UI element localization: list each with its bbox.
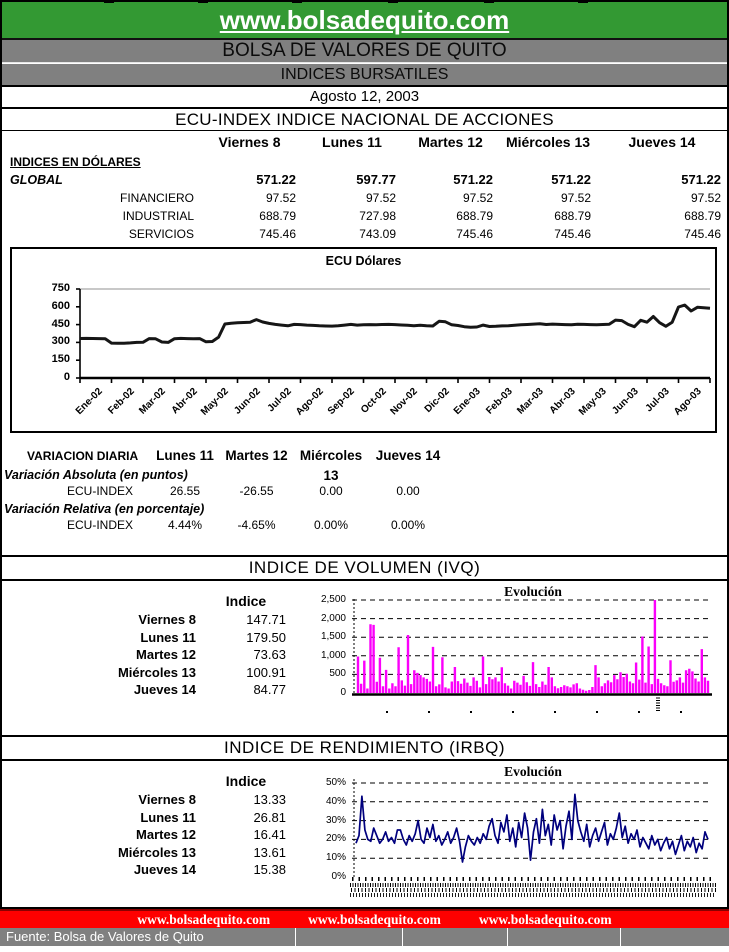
footer-links-bar — [0, 911, 729, 928]
abs-variation-label: Variación Absoluta (en puntos) — [4, 468, 188, 482]
evolution-title: Evolución — [504, 584, 562, 599]
top-tick — [198, 0, 208, 3]
table-row-abs: ECU-INDEX 26.55 -26.55 0.00 0.00 — [67, 484, 420, 498]
volumen-section-title: INDICE DE VOLUMEN (IVQ) — [248, 558, 481, 577]
table-row-financiero: FINANCIERO 97.52 97.52 97.52 97.52 97.52 — [119, 191, 721, 205]
divider — [2, 735, 727, 737]
report-date: Agosto 12, 2003 — [2, 87, 727, 109]
table-row: Lunes 11 179.50 — [140, 629, 286, 645]
table-row-servicios: SERVICIOS 745.46 743.09 745.46 745.46 745.46 — [128, 227, 721, 241]
volumen-x-ticks — [386, 711, 704, 713]
footer-link[interactable]: www.bolsadequito.com — [308, 912, 441, 927]
variacion-title: VARIACION DIARIA — [27, 449, 139, 463]
footer-link[interactable]: www.bolsadequito.com — [137, 912, 271, 927]
report-title-bar — [2, 64, 727, 87]
top-tick — [484, 0, 494, 3]
divider — [2, 555, 727, 557]
volumen-plot — [352, 597, 714, 713]
volumen-evolution-chart: Evolución 0 500 1,000 1,500 2,000 2,500 — [300, 585, 720, 735]
footer-divider — [402, 928, 403, 946]
table-row-global: GLOBAL 571.22 597.77 571.22 571.22 571.22 — [10, 172, 721, 187]
table-row-industrial: INDUSTRIAL 688.79 727.98 688.79 688.79 688.79 — [122, 209, 721, 223]
group-label: INDICES EN DÓLARES — [10, 155, 141, 169]
table-row — [2, 466, 727, 483]
indices-table — [2, 131, 727, 243]
website-link[interactable]: www.bolsadequito.com — [219, 5, 510, 35]
table-row: Martes 12 73.63 — [136, 647, 286, 662]
report-title: INDICES BURSATILES — [280, 66, 449, 83]
top-tick — [104, 0, 114, 3]
col-miercoles: Miércoles 13 — [505, 134, 591, 150]
footer-divider — [295, 928, 296, 946]
table-row: Martes 12 16.41 — [136, 827, 286, 842]
table-row — [2, 153, 727, 171]
table-row: Viernes 8 13.33 — [138, 792, 286, 807]
top-tick — [388, 0, 398, 3]
footer-divider — [507, 928, 508, 946]
table-row — [2, 500, 727, 517]
col-lunes: Lunes 11 — [322, 134, 382, 150]
top-tick — [578, 0, 588, 3]
ecu-chart-plot — [76, 285, 716, 400]
rendimiento-table — [0, 772, 300, 879]
footer-divider — [620, 928, 621, 946]
rel-variation-label: Variación Relativa (en porcentaje) — [4, 502, 205, 516]
footer-source-bar — [0, 928, 729, 946]
divider — [2, 579, 727, 581]
indice-header: Indice — [225, 593, 267, 609]
table-row: Viernes 8 147.71 — [138, 612, 286, 627]
indice-header: Indice — [225, 773, 267, 789]
variacion-table — [2, 446, 727, 534]
x-axis-labels-noise — [350, 893, 716, 897]
volumen-table — [0, 592, 300, 699]
x-axis-labels-noise — [350, 883, 716, 887]
org-title-bar — [2, 40, 727, 63]
table-row: Lunes 11 26.81 — [140, 809, 286, 825]
footer-link[interactable]: www.bolsadequito.com — [478, 912, 612, 927]
table-row: Jueves 14 15.38 — [133, 862, 286, 877]
evolution-title: Evolución — [504, 764, 562, 779]
rendimiento-section-title: INDICE DE RENDIMIENTO (IRBQ) — [224, 738, 505, 757]
source-text: Fuente: Bolsa de Valores de Quito — [6, 929, 204, 944]
table-row-rel: ECU-INDEX 4.44% -4.65% 0.00% 0.00% — [67, 518, 426, 532]
org-title: BOLSA DE VALORES DE QUITO — [222, 40, 507, 61]
top-tick — [292, 0, 302, 3]
table-row: Miércoles 13 100.91 — [117, 664, 286, 680]
rendimiento-evolution-chart: Evolución 0% 10% 20% 30% 40% 50% — [300, 765, 720, 910]
table-row: Miércoles 13 13.61 — [117, 844, 286, 860]
ecu-chart-title: ECU Dólares — [325, 254, 402, 268]
table-row: Jueves 14 84.77 — [133, 682, 286, 697]
col-jueves: Jueves 14 — [628, 134, 696, 150]
variacion-header-row: VARIACION DIARIA Lunes 11 Martes 12 Miércoles 13 Jueves 14 — [2, 446, 727, 466]
rendimiento-plot — [352, 777, 714, 887]
col-martes: Martes 12 — [418, 134, 483, 150]
col-viernes: Viernes 8 — [218, 134, 281, 150]
volumen-x-label — [656, 697, 660, 711]
indices-header-row — [2, 131, 727, 153]
x-axis-labels-noise — [350, 888, 716, 892]
divider — [2, 759, 727, 761]
ecu-dolares-chart: ECU Dólares 0 150 300 450 600 750 Ene-02 Feb-02 Mar-02 Abr-02 May-02 Jun-02 Jul-02 Ago-02 Sep-02 Oct-02 Nov-02 Dic-02 Ene-03 Feb-03 Mar-03 Abr-03 May-03 Jun-03 Jul-03 Ago-03 — [10, 247, 717, 433]
website-banner — [2, 2, 727, 40]
ecu-index-section-title: ECU-INDEX INDICE NACIONAL DE ACCIONES — [2, 109, 727, 131]
